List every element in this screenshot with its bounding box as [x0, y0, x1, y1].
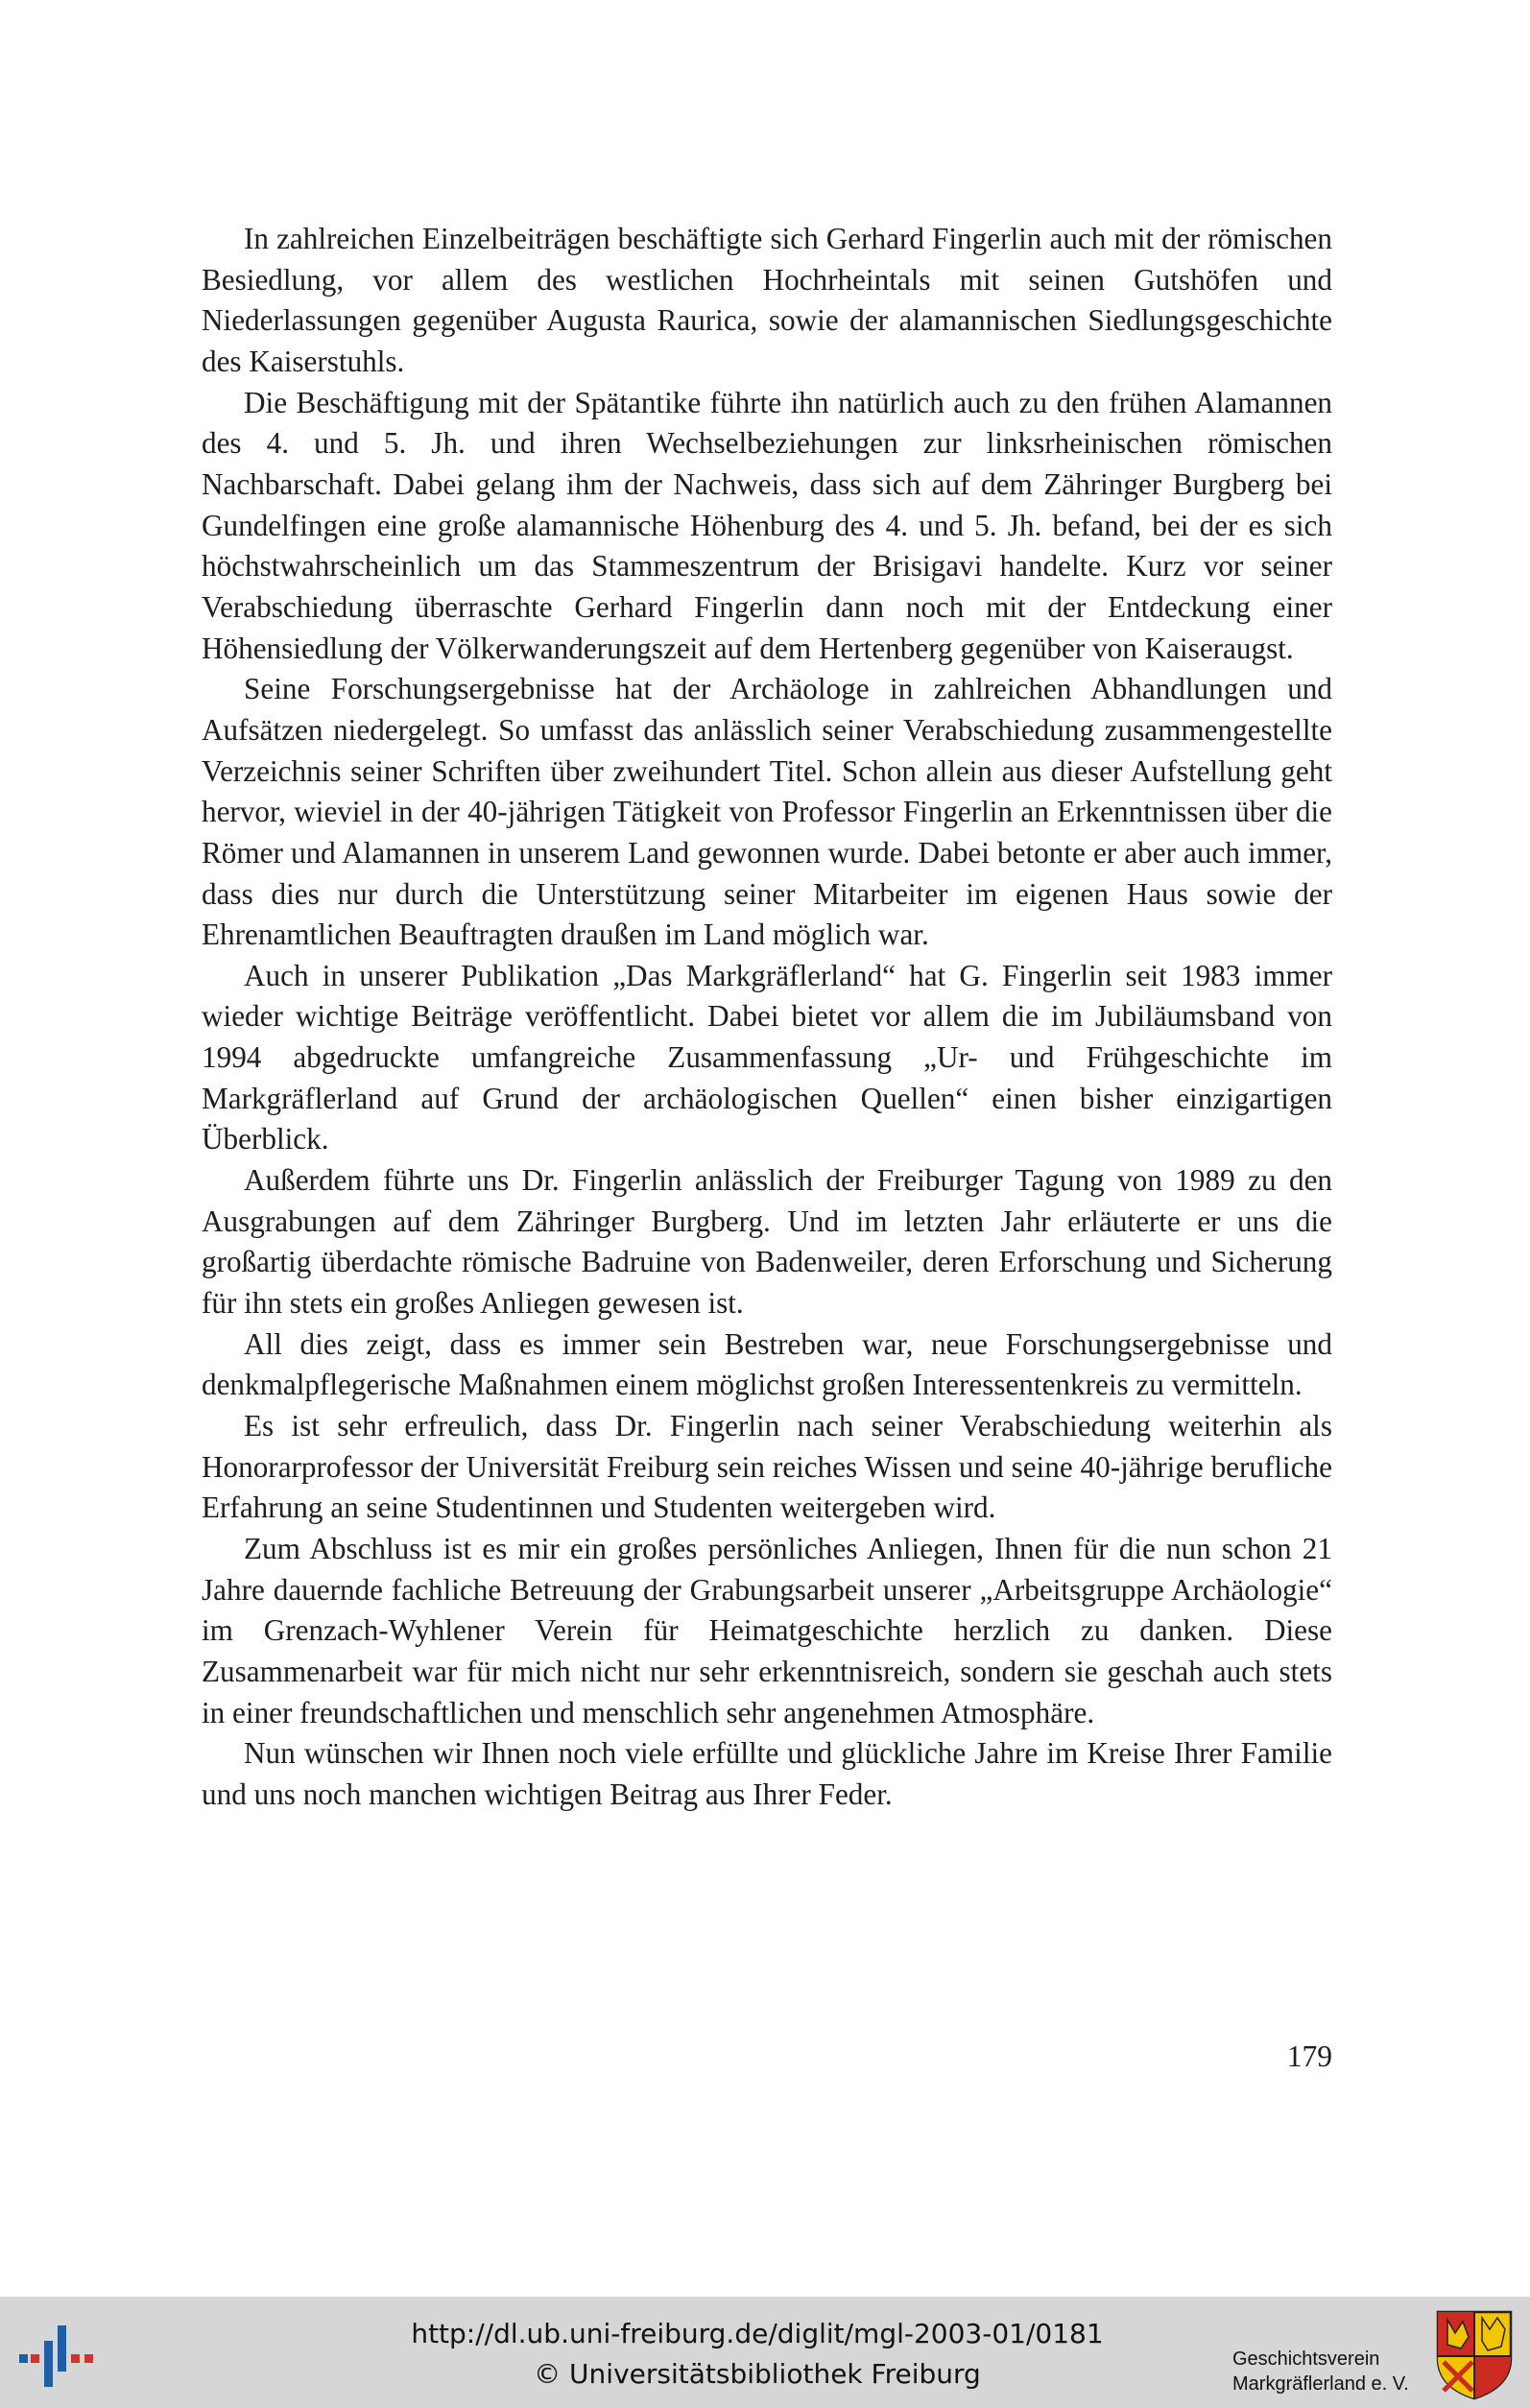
footer-copyright: © Universitätsbibliothek Freiburg: [534, 2358, 981, 2390]
paragraph: Nun wünschen wir Ihnen noch viele erfüllte und glückliche Jahre im Kreise Ihrer Familie und uns noch manchen wichtigen Beitrag aus Ihrer Feder.: [202, 1736, 1332, 1811]
paragraph: Seine Forschungsergebnisse hat der Archäologe in zahlreichen Abhandlungen und Aufsätzen niedergelegt. So umfasst das anlässlich seiner Verabschiedung zusammengestellte Verzeichnis seiner Schriften über zweihundert Titel. Schon allein aus dieser Aufstellung geht hervor, wieviel in der 40-jährigen Tätigkeit von Professor Fingerlin an Erkenntnissen über die Römer und Alamannen in unserem Land gewonnen wurde. Dabei betonte er aber auch immer, dass dies nur durch die Unterstützung seiner Mitarbeiter im eigenen Haus sowie der Ehrenamtlichen Beauftragten draußen im Land möglich war.: [202, 672, 1332, 952]
paragraph: Außerdem führte uns Dr. Fingerlin anlässlich der Freiburger Tagung von 1989 zu den Ausgrabungen auf dem Zähringer Burgberg. Und im letzten Jahr erläuterte er uns die großartig überdachte römische Badruine von Badenweiler, deren Erforschung und Sicherung für ihn stets ein großes Anliegen gewesen ist.: [202, 1163, 1332, 1321]
paragraph: In zahlreichen Einzelbeiträgen beschäftigte sich Gerhard Fingerlin auch mit der römischen Besiedlung, vor allem des westlichen Hochrheintals mit seinen Gutshöfen und Niederlassungen gegenüber Augusta Raurica, sowie der alamannischen Siedlungsgeschichte des Kaiserstuhls.: [202, 222, 1332, 378]
page-number: 179: [1286, 2039, 1332, 2073]
paragraph: All dies zeigt, dass es immer sein Bestreben war, neue Forschungsergebnisse und denkmalpflegerische Maßnahmen einem möglichst großen Interessentenkreis zu vermitteln.: [202, 1326, 1332, 1402]
paragraph: Es ist sehr erfreulich, dass Dr. Fingerlin nach seiner Verabschiedung weiterhin als Honorarprofessor der Universität Freiburg sein reiches Wissen und seine 40-jährige berufliche Erfahrung an seine Studentinnen und Studenten weitergeben wird.: [202, 1409, 1332, 1525]
body-text: [202, 219, 1332, 1816]
footer-bar: [0, 2297, 1530, 2408]
paragraph: Die Beschäftigung mit der Spätantike führte ihn natürlich auch zu den frühen Alamannen des 4. und 5. Jh. und ihren Wechselbeziehungen zur linksrheinischen römischen Nachbarschaft. Dabei gelang ihm der Nachweis, dass sich auf dem Zähringer Burgberg bei Gundelfingen eine große alamannische Höhenburg des 4. und 5. Jh. befand, bei der es sich höchstwahrscheinlich um das Stammeszentrum der Brisigavi handelte. Kurz vor seiner Verabschiedung überraschte Gerhard Fingerlin dann noch mit der Entdeckung einer Höhensiedlung der Völkerwanderungszeit auf dem Hertenberg gegenüber von Kaiseraugst.: [202, 385, 1332, 665]
coat-of-arms-icon: [1434, 2308, 1515, 2400]
footer-url-link[interactable]: http://dl.ub.uni-freiburg.de/diglit/mgl-2003-01/0181: [411, 2318, 1104, 2349]
society-name: [1232, 2347, 1409, 2396]
paragraph: Zum Abschluss ist es mir ein großes persönliches Anliegen, Ihnen für die nun schon 21 Jahre dauernde fachliche Betreuung der Grabungsarbeit unserer „Arbeitsgruppe Archäologie“ im Grenzach-Wyhlener Verein für Heimatgeschichte herzlich zu danken. Diese Zusammenarbeit war für mich nicht nur sehr erkenntnisreich, sondern sie geschah auch stets in einer freundschaftlichen und menschlich sehr angenehmen Atmosphäre.: [202, 1532, 1332, 1729]
society-name-line2: Markgräflerland e. V.: [1232, 2373, 1409, 2395]
society-name-line1: Geschichtsverein: [1232, 2348, 1380, 2370]
paragraph: Auch in unserer Publikation „Das Markgräflerland“ hat G. Fingerlin seit 1983 immer wieder wichtige Beiträge veröffentlicht. Dabei bietet vor allem die im Jubiläumsband von 1994 abgedruckte umfangreiche Zusammenfassung „Ur- und Frühgeschichte im Markgräflerland auf Grund der archäologischen Quellen“ einen bisher einzigartigen Überblick.: [202, 958, 1332, 1156]
